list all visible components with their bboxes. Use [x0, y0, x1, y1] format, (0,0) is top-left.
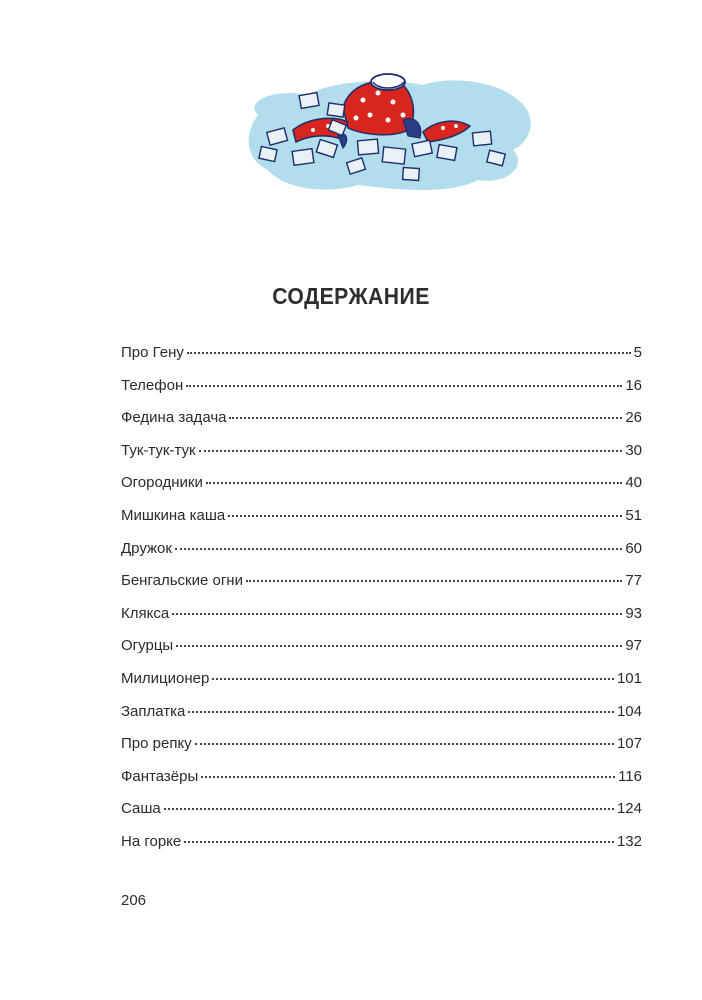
toc-entry-page: 104 — [616, 702, 642, 720]
toc-entry-title: Огородники — [121, 474, 203, 492]
toc-entry-title: Саша — [121, 800, 161, 818]
toc-entry-title: Заплатка — [121, 702, 186, 720]
toc-entry-page: 51 — [625, 506, 642, 524]
dot-leader — [195, 743, 614, 745]
toc-entry-title: Милиционер — [121, 669, 210, 687]
page-number: 206 — [121, 892, 147, 909]
toc-entry-page: 16 — [625, 376, 642, 394]
toc-entry-title: Дружок — [121, 539, 172, 557]
toc-entry — [121, 799, 642, 832]
dot-leader — [164, 808, 614, 810]
dot-leader — [176, 645, 622, 647]
dot-leader — [206, 482, 622, 484]
toc-entry-page: 26 — [625, 409, 642, 427]
toc-entry — [121, 539, 642, 572]
dot-leader — [199, 450, 623, 452]
toc-entry — [121, 343, 642, 376]
toc-entry-page: 30 — [625, 441, 642, 459]
toc-entry — [121, 376, 642, 409]
toc-entry-title: Фантазёры — [121, 767, 199, 785]
toc-entry-title: Бенгальские огни — [121, 572, 243, 590]
dot-leader — [201, 776, 615, 778]
toc-entry-page: 93 — [625, 604, 642, 622]
toc-entry-title: Федина задача — [121, 409, 227, 427]
table-of-contents — [121, 343, 642, 865]
toc-entry-page: 132 — [616, 832, 642, 850]
dot-leader — [187, 352, 631, 354]
toc-entry-page: 5 — [633, 344, 642, 361]
toc-entry — [121, 408, 642, 441]
toc-entry — [121, 702, 642, 735]
toc-entry-title: На горке — [121, 832, 182, 850]
toc-entry-title: Про Гену — [121, 344, 184, 361]
toc-entry-page: 40 — [625, 474, 642, 492]
toc-entry — [121, 734, 642, 767]
toc-entry-page: 97 — [625, 637, 642, 655]
toc-entry-page: 77 — [625, 572, 642, 590]
toc-entry-page: 101 — [616, 669, 642, 687]
toc-entry-title: Мишкина каша — [121, 506, 226, 524]
toc-entry — [121, 669, 642, 702]
toc-entry — [121, 571, 642, 604]
toc-entry-page: 124 — [616, 800, 642, 818]
dot-leader — [186, 385, 622, 387]
dot-leader — [188, 711, 614, 713]
toc-entry-title: Телефон — [121, 376, 184, 394]
toc-entry — [121, 636, 642, 669]
dot-leader — [184, 841, 614, 843]
toc-entry — [121, 604, 642, 637]
toc-entry-title: Клякса — [121, 604, 170, 622]
toc-entry-page: 116 — [618, 767, 642, 785]
toc-entry-title: Огурцы — [121, 637, 174, 655]
toc-entry-page: 60 — [625, 539, 642, 557]
toc-entry-title: Тук-тук-тук — [121, 441, 196, 459]
toc-entry-page: 107 — [616, 735, 642, 753]
dot-leader — [228, 515, 622, 517]
toc-entry — [121, 832, 642, 865]
toc-entry-title: Про репку — [121, 735, 192, 753]
toc-entry — [121, 767, 642, 800]
dot-leader — [172, 613, 622, 615]
toc-entry — [121, 441, 642, 474]
broken-jar-illustration — [238, 60, 538, 210]
dot-leader — [246, 580, 622, 582]
page-title: СОДЕРЖАНИЕ — [272, 283, 430, 310]
dot-leader — [175, 548, 622, 550]
dot-leader — [212, 678, 614, 680]
dot-leader — [229, 417, 622, 419]
toc-entry — [121, 473, 642, 506]
toc-entry — [121, 506, 642, 539]
